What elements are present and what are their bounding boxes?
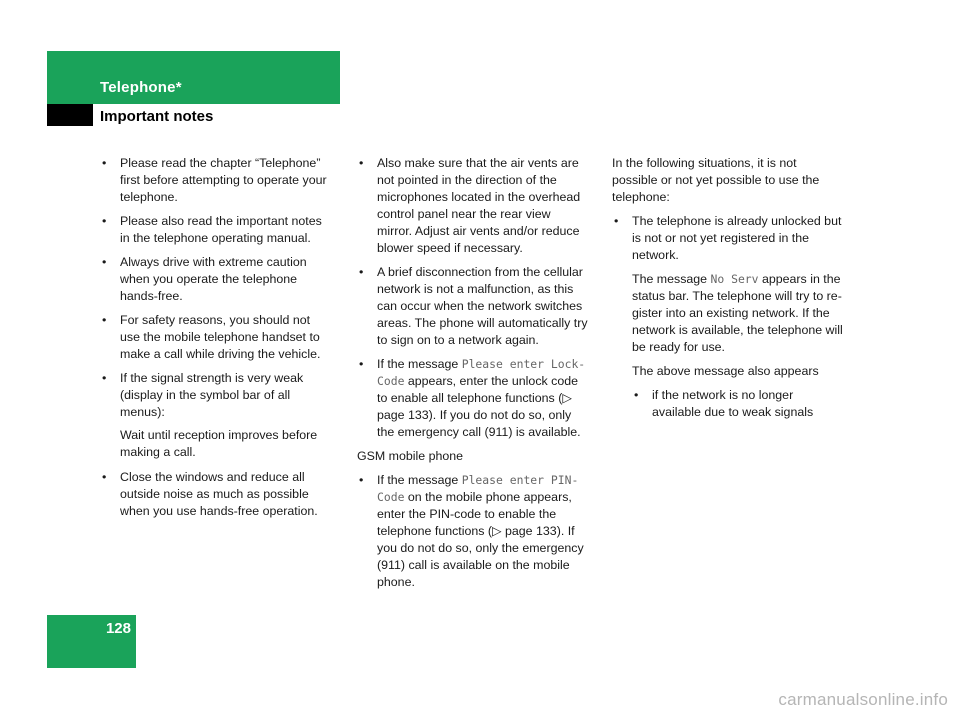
list-item-pin-code: [357, 472, 589, 591]
page-number: 128: [105, 620, 131, 637]
list-item: • If the signal strength is very weak (display in the symbol bar of all menus):: [100, 370, 332, 421]
text: If the message: [377, 473, 462, 487]
header-marker: [47, 104, 93, 126]
column-3: [612, 155, 844, 427]
list-item: • Please read the chapter “Telephone” first before attempting to operate your telephone.: [100, 155, 332, 206]
text: on the mobile phone appears, enter the PIN-code to enable the telephone functions (▷ page 133). If you do not do so, only the emergency (911) call is available on the mobile phone.: [377, 490, 584, 589]
list-item: • Always drive with extreme caution when you operate the telephone hands-free.: [100, 254, 332, 305]
list-item: • A brief disconnection from the cellular network is not a malfunction, as this can occur when the network switches areas. The phone will automatically try to sign on to a network again.: [357, 264, 589, 349]
display-message: Please enter Lock-Code: [377, 357, 586, 388]
subheading-gsm: GSM mobile phone: [357, 449, 464, 463]
also-paragraph: The above message also appears: [632, 364, 819, 378]
text: The message: [632, 272, 711, 286]
display-message: Please enter PIN-Code: [377, 473, 579, 504]
intro-paragraph: In the following situations, it is not possible or not yet possible to use the telephone:: [612, 156, 820, 204]
column-2: [357, 155, 589, 598]
text: appears, enter the unlock code to enable all telephone functions: [377, 374, 579, 405]
page-reference: (▷ page 133). If you do not do so, only the emergency call (911) is available.: [377, 391, 581, 439]
column-1: [100, 155, 332, 527]
list-item: • Please also read the important notes in the telephone operating manual.: [100, 213, 332, 247]
list-item: • if the network is no longer available due to weak signals: [632, 387, 844, 421]
list-item: • Also make sure that the air vents are not pointed in the direction of the microphones located in the overhead control panel near the rear view mirror. Adjust air vents and/or reduce blower speed if necessary.: [357, 155, 589, 257]
display-message: No Serv: [710, 272, 759, 286]
list-item-lock-code: [357, 356, 589, 441]
list-item-note: Wait until reception improves before making a call.: [120, 428, 318, 459]
list-item: • The telephone is already unlocked but is not or not yet registered in the network.: [612, 213, 844, 264]
section-subtitle: Important notes: [100, 108, 214, 125]
list-item: • Close the windows and reduce all outside noise as much as possible when you use hands-free operation.: [100, 469, 332, 520]
watermark: carmanualsonline.info: [778, 690, 948, 709]
nested-list: [612, 387, 844, 421]
list-item: • For safety reasons, you should not use the mobile telephone handset to make a call while driving the vehicle.: [100, 312, 332, 363]
text: If the message: [377, 357, 462, 371]
section-title: Telephone*: [100, 79, 182, 96]
no-serv-paragraph: [612, 271, 844, 356]
text: appears in the status bar. The telephone will try to re-gister into an existing network. If the network is available, the telephone will be ready for use.: [632, 272, 843, 354]
header-band: [47, 51, 340, 104]
